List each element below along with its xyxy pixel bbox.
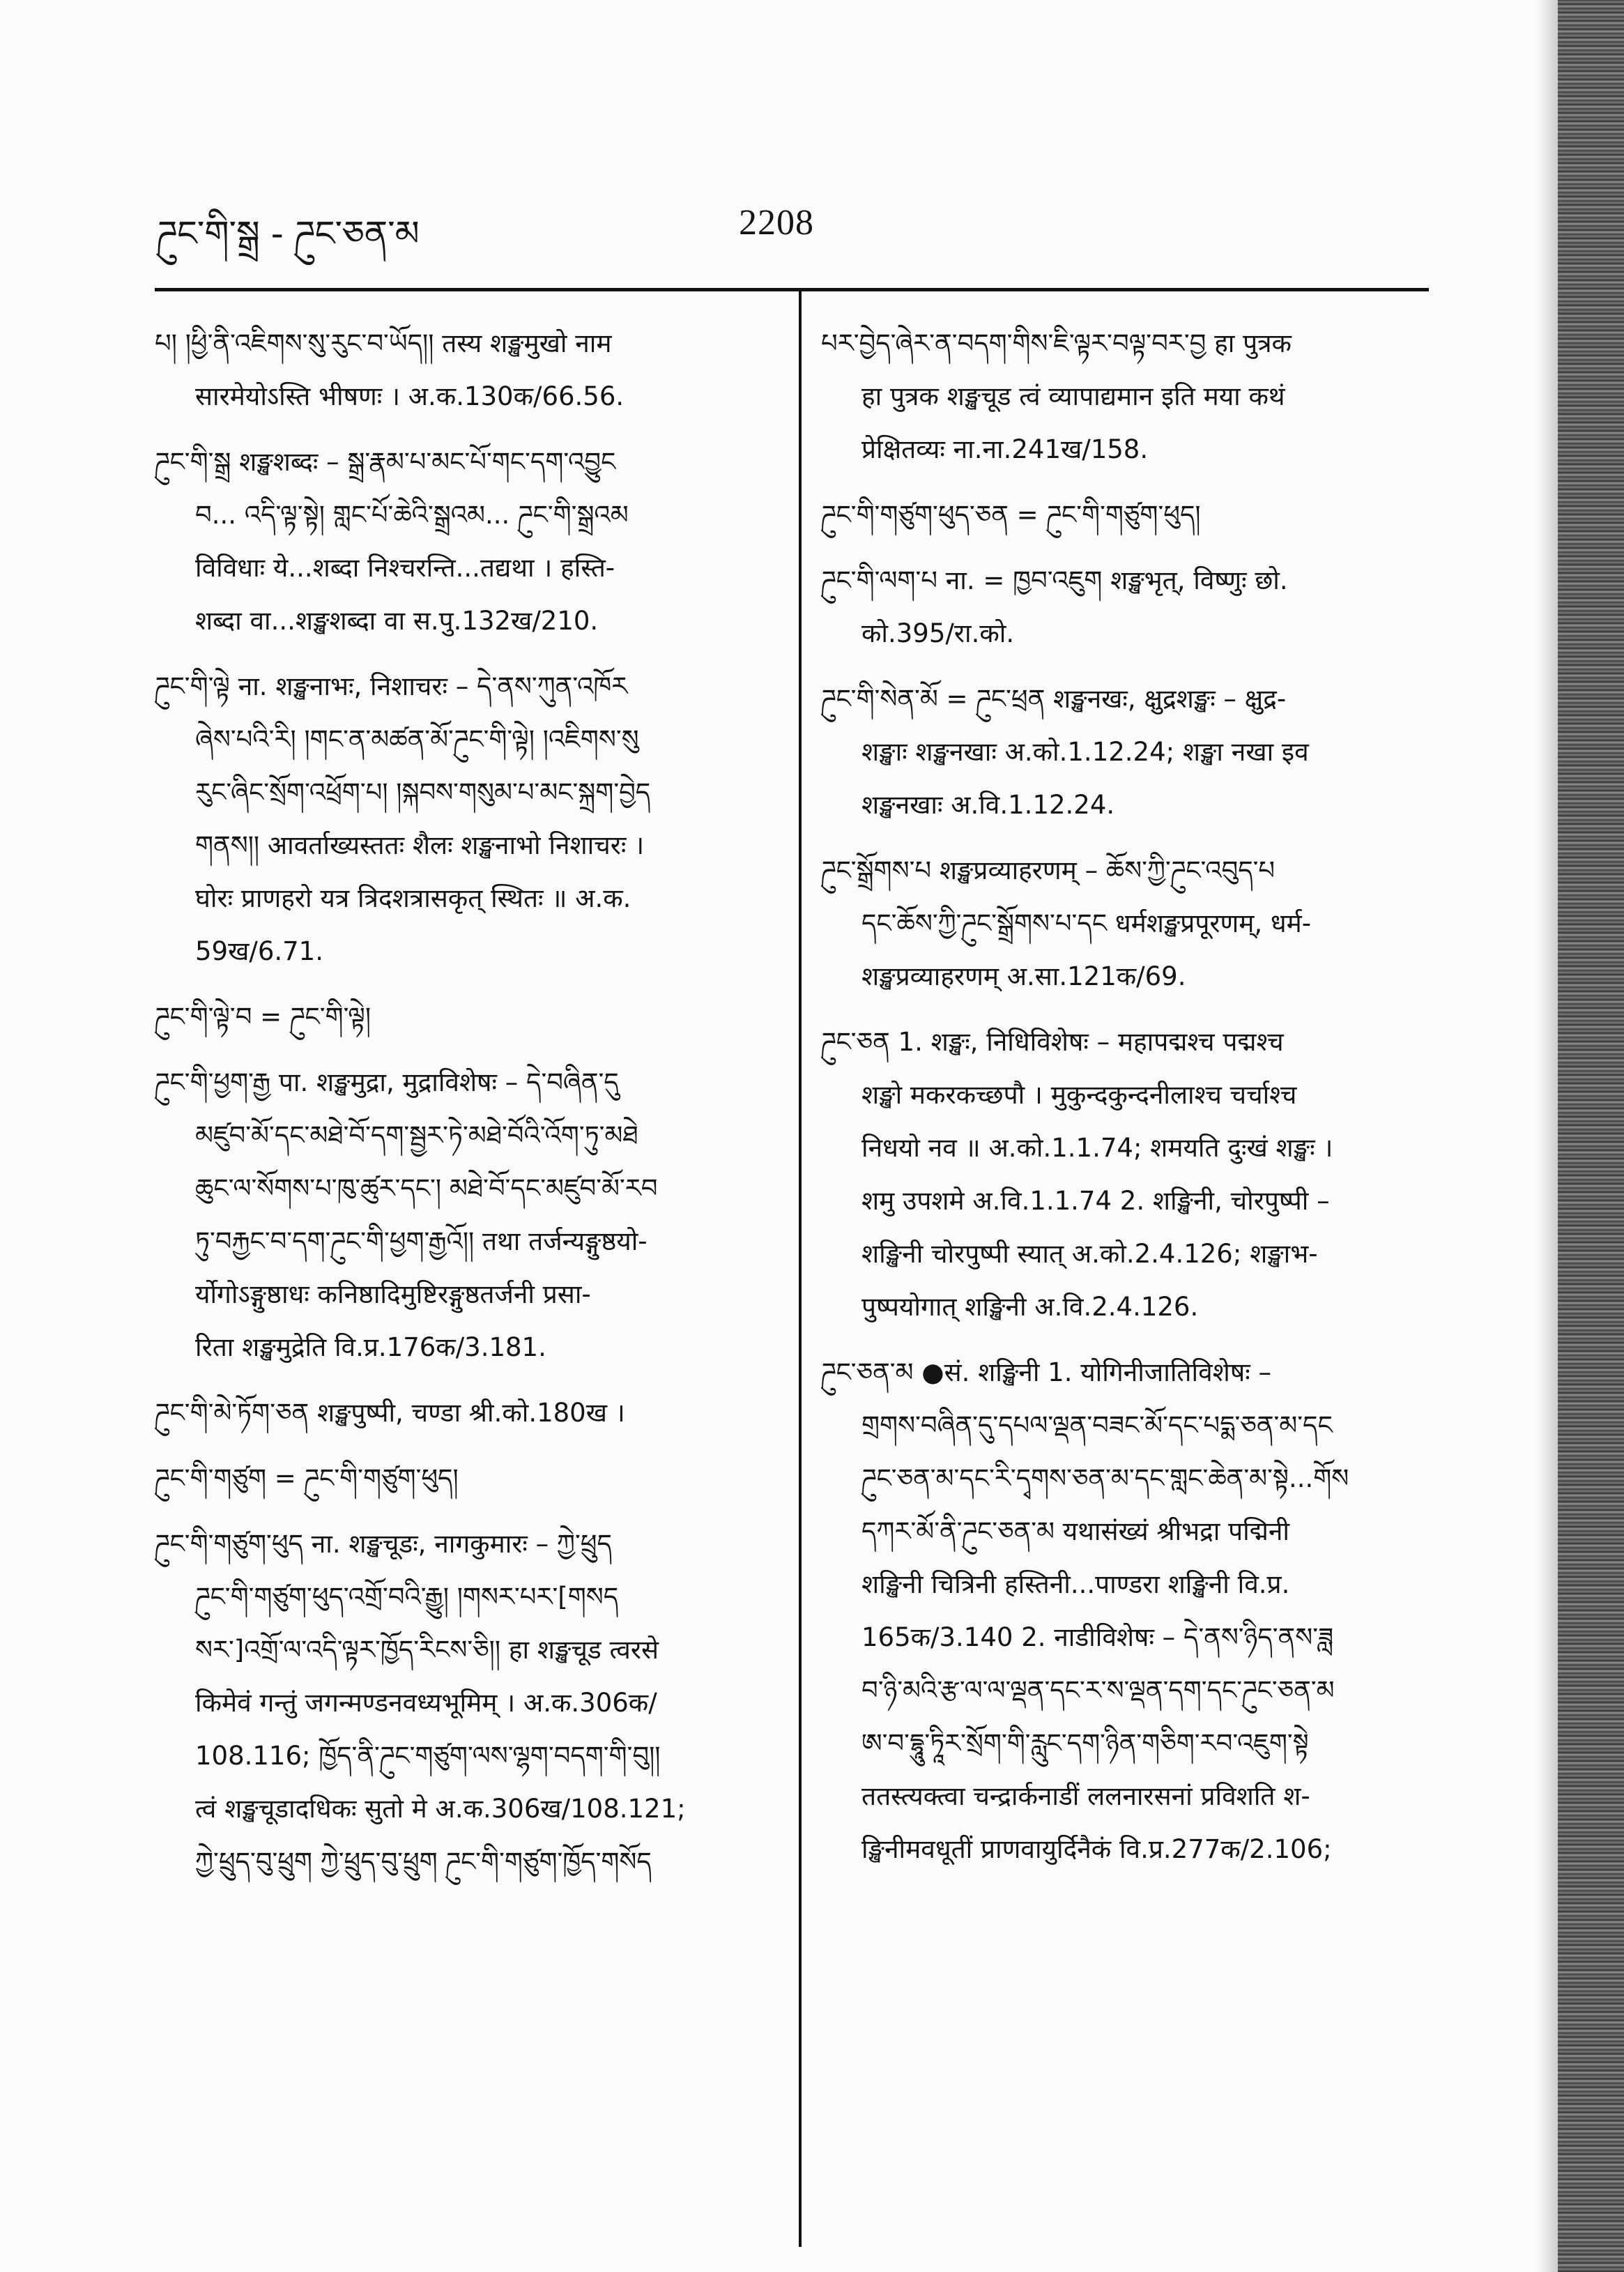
entry-line: प्रेक्षितव्यः ना.ना.241ख/158.: [861, 434, 1149, 464]
dictionary-entry: [155, 1518, 782, 1889]
entry-line: 165क/3.140 2. नाडीविशेषः – དེ་ནས་ཉིད་ནས་ཟླ: [861, 1622, 1334, 1652]
dictionary-entry: [155, 1387, 782, 1440]
entry-line: घोरः प्राणहरो यत्र त्रिदशत्रासकृत् स्थितः ॥ अ.क.: [195, 883, 631, 913]
dictionary-entry: [155, 991, 782, 1044]
entry-line: ङ्खिनीमवधूतीं प्राणवायुर्दिनैकं वि.प्र.277क/2.106;: [861, 1834, 1332, 1864]
dictionary-entry: [821, 1016, 1431, 1334]
entry-line: ཨ་བ་དྷཱུ་ཏཱིར་སྲོག་གི་རླུང་དག་ཉིན་གཅིག་རབ་འཇུག་སྟེ: [861, 1728, 1309, 1758]
dictionary-entry: [821, 489, 1431, 542]
entry-headline: ཌུང་གི་གཙུག་ཕུད་ཅན = ཌུང་གི་གཙུག་ཕུད།: [821, 500, 1201, 530]
entry-headline: པ། །ཕྱི་ནི་འཇིགས་སུ་རུང་བ་ཡོད།། तस्य शङ्खमुखो नाम: [155, 328, 612, 358]
page-edge-scan-artifact: [1558, 0, 1624, 2272]
dictionary-entry: [821, 317, 1431, 476]
page-number: 2208: [739, 203, 814, 243]
dictionary-entry: [821, 1346, 1431, 1876]
entry-line: བ་ཉི་མའི་རྩ་ལ་ལ་ལྡན་དང་ར་ས་ལྡན་དག་དང་ཌུང་ཅན་མ: [861, 1675, 1335, 1705]
entry-line: किमेवं गन्तुं जगन्मण्डनवध्यभूमिम् । अ.क.306क/: [195, 1688, 657, 1718]
entry-headline: ཌུང་ཅན 1. शङ्खः, निधिविशेषः – महापद्मश्च पद्मश्च: [821, 1027, 1284, 1057]
entry-headline: ཌུང་གི་གཙུག་ཕུད ना. शङ्खचूडः, नागकुमारः – ཀྱེ་ཕྲུད: [155, 1529, 612, 1559]
entry-line: शङ्खाः शङ्खनखाः अ.को.1.12.24; शङ्खा नखा इव: [861, 737, 1309, 767]
entry-line: དཀར་མོ་ནི་ཌུང་ཅན་མ यथासंख्यं श्रीभद्रा पद्मिनी: [861, 1516, 1289, 1546]
entry-line: हा पुत्रक शङ्खचूड त्वं व्यापाद्यमान इति मया कथं: [861, 381, 1285, 411]
entry-line: को.395/रा.को.: [861, 618, 1015, 648]
dictionary-entry: [155, 317, 782, 423]
entry-line: शङ्खनखाः अ.वि.1.12.24.: [861, 790, 1115, 820]
entry-headline: ཌུང་སྒྲོགས་པ शङ्खप्रव्याहरणम् – ཆོས་ཀྱི་ཌུང་འབུད་པ: [821, 855, 1276, 885]
entry-line: ཆུང་ལ་སོགས་པ་ཁུ་ཚུར་དང་། མཐེ་བོ་དང་མཛུབ་མོ་རབ: [195, 1173, 658, 1203]
entry-headline: ཌུང་གི་ལྟེ་བ = ཌུང་གི་ལྟེ།: [155, 1002, 371, 1032]
entry-headline: ཌུང་ཅན་མ ●सं. शङ्खिनी 1. योगिनीजातिविशेषः –: [821, 1357, 1271, 1387]
running-head: ཌུང་གི་སྒྲ - ཌུང་ཅན་མ: [157, 213, 420, 254]
entry-headline: ཌུང་གི་ཕྱག་རྒྱ पा. शङ्खमुद्रा, मुद्राविशेषः – དེ་བཞིན་དུ: [155, 1067, 619, 1097]
entry-line: सारमेयोऽस्ति भीषणः । अ.क.130क/66.56.: [195, 381, 625, 411]
entry-line: ཌུང་ཅན་མ་དང་རི་དྭགས་ཅན་མ་དང་གླང་ཆེན་མ་སྟེ...གོས: [861, 1463, 1349, 1493]
entry-line: र्योगोऽङ्गुष्ठाधः कनिष्ठादिमुष्टिरङ्गुष्ठतर्जनी प्रसा-: [195, 1279, 591, 1309]
entry-line: ཞེས་པའི་རི། །གང་ན་མཚན་མོ་ཌུང་གི་ལྟེ། །འཇིགས་སུ: [195, 724, 639, 754]
entry-line: त्वं शङ्खचूडादधिकः सुतो मे अ.क.306ख/108.121;: [195, 1794, 686, 1824]
entry-line: शमु उपशमे अ.वि.1.1.74 2. शङ्खिनी, चोरपुष्पी –: [861, 1186, 1330, 1216]
entry-line: ཌུང་གི་གཙུག་ཕུད་འགྲོ་བའི་རྒྱུ། །གསར་པར་[གསད: [195, 1582, 619, 1612]
entry-line: पुष्पयोगात् शङ्खिनी अ.वि.2.4.126.: [861, 1292, 1199, 1322]
dictionary-entry: [821, 673, 1431, 832]
entry-headline: ཌུང་གི་ལག་པ ना. = ཁྱབ་འཇུག शङ्खभृत्, विष्णुः छो.: [821, 565, 1288, 595]
entry-line: གནས།། आवर्ताख्यस्ततः शैलः शङ्खनाभो निशाचरः ।: [195, 830, 645, 860]
entry-headline: ཌུང་གི་གཙུག = ཌུང་གི་གཙུག་ཕུད།: [155, 1463, 459, 1493]
entry-headline: ཌུང་གི་ལྟེ ना. शङ्खनाभः, निशाचरः – དེ་ནས་ཀུན་འཁོར: [155, 671, 628, 701]
left-column: [155, 317, 782, 1901]
entry-line: མཛུབ་མོ་དང་མཐེ་བོ་དག་སྦྱར་ཏེ་མཐེ་བོའི་འོག་ཏུ་མཐེ: [195, 1120, 638, 1150]
dictionary-entry: [821, 554, 1431, 660]
entry-headline: ཌུང་གི་མེ་ཏོག་ཅན शङ्खपुष्पी, चण्डा श्री.को.180ख ।: [155, 1398, 625, 1428]
entry-line: निधयो नव ॥ अ.को.1.1.74; शमयति दुःखं शङ्खः ।: [861, 1133, 1333, 1163]
entry-line: शङ्खो मकरकच्छपौ । मुकुन्दकुन्दनीलाश्च चर्चाश्च: [861, 1080, 1297, 1110]
entry-line: རུང་ཞིང་སྲོག་འཕྲོག་པ། །སྐབས་གསུམ་པ་མང་སྐྲག་བྱེད: [195, 777, 651, 807]
dictionary-entry: [155, 436, 782, 648]
entry-headline: ཌུང་གི་སེན་མོ = ཌུང་ཕྲན शङ्खनखः, क्षुद्रशङ्खः – क्षुद्र-: [821, 684, 1287, 714]
entry-line: शङ्खिनी चित्रिनी हस्तिनी...पाण्डरा शङ्खिनी वि.प्र.: [861, 1569, 1290, 1599]
dictionary-entry: [821, 844, 1431, 1003]
right-column: [821, 317, 1431, 1889]
entry-headline: ཌུང་གི་སྒྲ शङ्खशब्दः – སྒྲ་རྣམ་པ་མང་པོ་གང་དག་འབྱུང: [155, 447, 616, 477]
entry-line: ཏུ་བརྐྱང་བ་དག་ཌུང་གི་ཕྱག་རྒྱའོ།། तथा तर्जन्यङ्गुष्ठयो-: [195, 1226, 648, 1256]
entry-line: བ... འདི་ལྟ་སྟེ། གླང་པོ་ཆེའི་སྒྲའམ... ཌུང་གི་སྒྲའམ: [195, 500, 629, 530]
header-rule: [155, 288, 1429, 291]
entry-line: शङ्खिनी चोरपुष्पी स्यात् अ.को.2.4.126; शङ्खाभ-: [861, 1239, 1318, 1269]
dictionary-entry: [155, 1452, 782, 1505]
entry-line: དང་ཆོས་ཀྱི་ཌུང་སྒྲོགས་པ་དང धर्मशङ्खप्रपूरणम्, धर्म-: [861, 908, 1312, 938]
dictionary-entry: [155, 660, 782, 978]
entry-line: ཀྱེ་ཕྲུད་བུ་ཕྲུག ཀྱེ་ཕྲུད་བུ་ཕྲུག ཌུང་གི་གཙུག་ཁྱོད་གསོད: [195, 1847, 652, 1877]
entry-line: विविधाः ये...शब्दा निश्चरन्ति...तद्यथा । हस्ति-: [195, 553, 615, 583]
entry-line: शङ्खप्रव्याहरणम् अ.सा.121क/69.: [861, 961, 1186, 991]
entry-line: གྲགས་བཞིན་དུ་དཔལ་ལྡན་བཟང་མོ་དང་པདྨ་ཅན་མ་དང: [861, 1410, 1333, 1440]
entry-line: 59ख/6.71.: [195, 936, 323, 966]
entry-line: 108.116; ཁྱོད་ནི་ཌུང་གཙུག་ལས་ལྷག་བདག་གི་བུ།།: [195, 1741, 661, 1771]
entry-line: रिता शङ्खमुद्रेति वि.प्र.176क/3.181.: [195, 1332, 546, 1362]
column-divider: [799, 288, 802, 2247]
entry-line: ततस्त्यक्त्वा चन्द्रार्कनाडीं ललनारसनां प्रविशति श-: [861, 1781, 1310, 1811]
entry-headline: པར་བྱེད་ཞེར་ན་བདག་གིས་ཇི་ལྟར་བལྟ་བར་བྱ हा पुत्रक: [821, 328, 1292, 358]
entry-line: སར་]འགྲོ་ལ་འདི་ལྟར་ཁྱོད་རིངས་ཅི།། हा शङ्खचूड त्वरसे: [195, 1635, 659, 1665]
dictionary-entry: [155, 1056, 782, 1374]
page-edge-shadow: [1537, 0, 1558, 2272]
entry-line: शब्दा वा...शङ्खशब्दा वा स.पु.132ख/210.: [195, 606, 599, 636]
